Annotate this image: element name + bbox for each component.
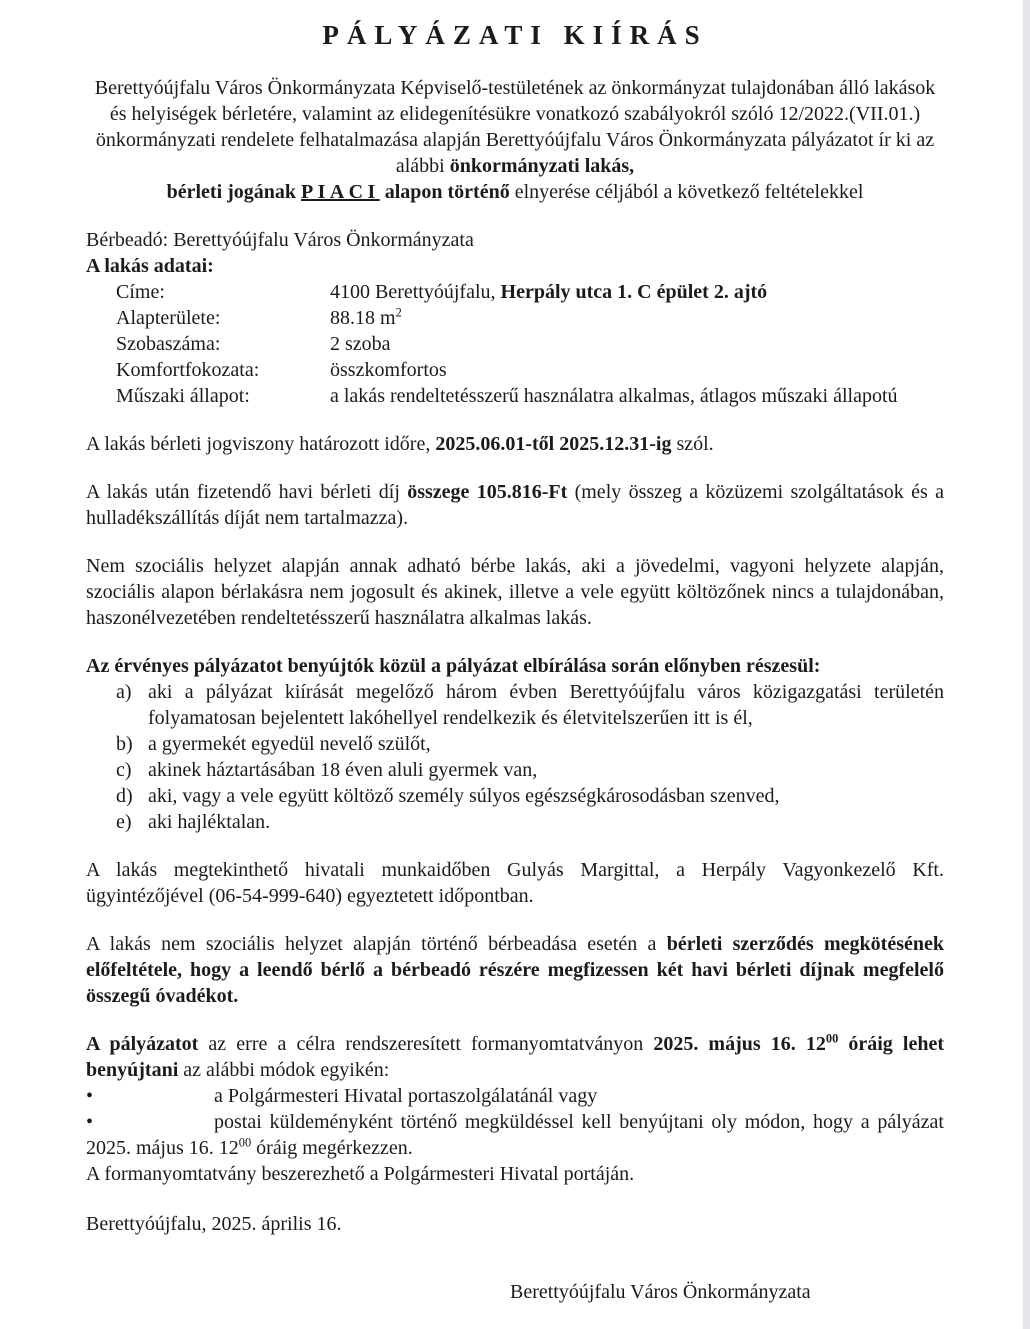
detail-label: Szobaszáma: [116, 333, 221, 356]
detail-label: Komfortfokozata: [116, 359, 260, 382]
detail-row-rooms [86, 331, 944, 357]
bullet-icon: • [86, 1085, 94, 1108]
form-note: A formanyomtatvány beszerezhető a Polgármesteri Hivatal portáján. [86, 1163, 635, 1186]
submission-bullet-2 [86, 1109, 944, 1161]
list-item-text: aki, vagy a vele együtt költöző személy súlyos egészségkárosodásban szenved, [148, 785, 780, 808]
detail-value: összkomfortos [330, 359, 447, 382]
list-item-text: akinek háztartásában 18 éven aluli gyermek van, [148, 759, 538, 782]
detail-label: Műszaki állapot: [116, 385, 250, 408]
lessor-line: Bérbeadó: Berettyóújfalu Város Önkormányzata [86, 229, 474, 252]
detail-label: Címe: [116, 281, 165, 304]
detail-label: Alapterülete: [116, 307, 221, 330]
submission-intro-paragraph: A pályázatot az erre a célra rendszeresített formanyomtatványon 2025. május 16. $12^{00}$ óráig lehet benyújtani az alábbi módok egyikén: [86, 1031, 945, 1082]
viewing-paragraph: A lakás megtekinthető hivatali munkaidőben Gulyás Margittal, a Herpály Vagyonkezelő Kft. ügyintézőjével (06-54-999-640) egyeztetett időpontban. [86, 859, 944, 908]
date-line: Berettyóújfalu, 2025. április 16. [86, 1213, 342, 1236]
detail-row-address [86, 279, 944, 305]
list-item [86, 757, 944, 783]
detail-value: 88.18 $m^2$ [330, 305, 402, 330]
deposit-paragraph: A lakás nem szociális helyzet alapján történő bérbeadása esetén a bérleti szerződés megkötésének előfeltétele, hogy a leendő bérlő a bérbeadó részére megfizessen két havi bérleti díjnak megfelelő összegű óvadékot. [86, 933, 944, 1008]
list-item-marker: d) [116, 785, 133, 808]
list-item-marker: b) [116, 733, 133, 756]
detail-row-area [86, 305, 944, 331]
detail-row-condition [86, 383, 944, 409]
signature-line: Berettyóújfalu Város Önkormányzata [510, 1281, 811, 1304]
submission-bullet-1 [86, 1083, 944, 1109]
priority-heading: Az érvényes pályázatot benyújtók közül a pályázat elbírálása során előnyben részesül: [86, 655, 821, 678]
rent-paragraph: A lakás után fizetendő havi bérleti díj összege 105.816-Ft (mely összeg a közüzemi szolgáltatások és a hulladékszállítás díját nem tartalmazza). [86, 481, 944, 530]
page-edge-strip [1023, 0, 1030, 1329]
document-title: PÁLYÁZATI KIÍRÁS [322, 20, 708, 50]
list-item-text: aki a pályázat kiírását megelőző három évben Berettyóújfalu város közigazgatási területén folyamatosan bejelentett lakóhellyel rendelkezik és életvitelszerűen itt is él, [148, 681, 944, 730]
list-item-marker: a) [116, 681, 132, 704]
list-item [86, 731, 944, 757]
list-item [86, 783, 944, 809]
list-item-text: a gyermekét egyedül nevelő szülőt, [148, 733, 431, 756]
lease-term-paragraph: A lakás bérleti jogviszony határozott időre, 2025.06.01-től 2025.12.31-ig szól. [86, 433, 714, 456]
detail-row-comfort [86, 357, 944, 383]
list-item [86, 809, 944, 835]
bullet-text: postai küldeményként történő megküldéssel kell benyújtani oly módon, hogy a pályázat 2025. május 16. $12^{00}$ óráig megérkezzen. [86, 1111, 944, 1160]
non-social-paragraph: Nem szociális helyzet alapján annak adható bérbe lakás, aki a jövedelmi, vagyoni helyzete alapján, szociális alapon bérlakásra nem jogosult és akinek, illetve a vele együtt költözőnek nincs a tulajdonában, haszonélvezetében rendeltetésszerű használatra alkalmas lakás. [86, 555, 944, 630]
list-item-text: aki hajléktalan. [148, 811, 271, 834]
bullet-text: a Polgármesteri Hivatal portaszolgálatánál vagy [214, 1085, 598, 1108]
flat-details-table [86, 279, 944, 409]
list-item-marker: e) [116, 811, 132, 834]
intro-paragraph: Berettyóújfalu Város Önkormányzata Képviselő-testületének az önkormányzat tulajdonában álló lakások és helyiségek bérletére, valamint az elidegenítésükre vonatkozó szabályokról szóló 12/2022.(VII.01.) önkormányzati rendelete felhatalmazása alapján Berettyóújfalu Város Önkormányzata pályázatot ír ki az alábbi önkormányzati lakás, bérleti jogának PIACI alapon történő elnyerése céljából a következő feltételekkel [94, 77, 936, 204]
priority-list [86, 679, 944, 835]
list-item [86, 679, 944, 731]
bullet-icon: • [86, 1111, 94, 1134]
detail-value: 2 szoba [330, 333, 391, 356]
detail-value: a lakás rendeltetésszerű használatra alkalmas, átlagos műszaki állapotú [330, 385, 898, 408]
detail-value: 4100 Berettyóújfalu, Herpály utca 1. C épület 2. ajtó [330, 281, 768, 304]
list-item-marker: c) [116, 759, 132, 782]
flat-data-heading: A lakás adatai: [86, 255, 214, 278]
